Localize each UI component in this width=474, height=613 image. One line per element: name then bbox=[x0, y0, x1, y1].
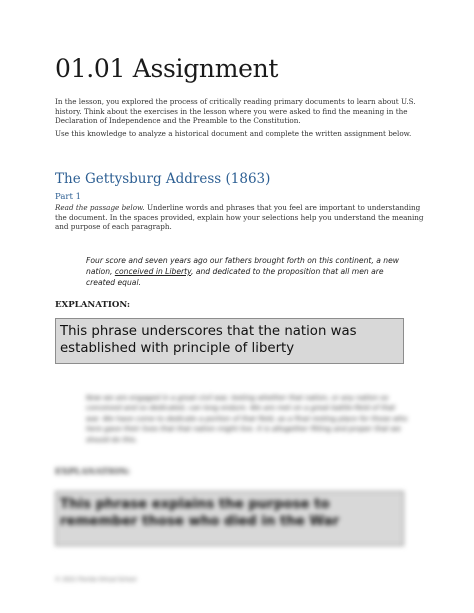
answer-box-2[interactable]: This phrase explains the purpose to remember those who died in the War bbox=[55, 491, 404, 546]
answer-box-1[interactable]: This phrase underscores that the nation was established with principle of liberty bbox=[55, 318, 404, 364]
explanation-label-2: EXPLANATION: bbox=[55, 467, 131, 477]
instructions-text: Underline words and phrases that you feel are important to understanding the document. In the spaces provided, explain how your selections help you understand the meaning and purpose of each paragraph. bbox=[55, 203, 424, 232]
section-heading: The Gettysburg Address (1863) bbox=[55, 171, 271, 187]
instructions-paragraph bbox=[55, 203, 425, 232]
quote-1-underlined: conceived in Liberty bbox=[114, 267, 192, 276]
quote-1-after: , and dedicated to the proposition that all men are created equal. bbox=[86, 267, 384, 287]
intro-paragraph-2: Use this knowledge to analyze a historical document and complete the written assignment below. bbox=[55, 129, 412, 138]
page-title: 01.01 Assignment bbox=[55, 54, 279, 83]
quote-paragraph-2: Now we are engaged in a great civil war, testing whether that nation, or any nation so conceived and so dedicated, can long endure. We are met on a great battle-field of that war. We have come to dedicate a portion of that field, as a final resting place for those who here gave their lives that that nation might live. It is altogether fitting and proper that we should do this. bbox=[86, 394, 408, 444]
footer-copyright: © 2021 Florida Virtual School bbox=[55, 577, 137, 583]
quote-paragraph-1 bbox=[86, 255, 406, 288]
explanation-label: EXPLANATION: bbox=[55, 300, 131, 310]
instructions-italic: Read the passage below. bbox=[55, 203, 145, 212]
quote-1-before: Four score and seven years ago our fathers brought forth on this continent, a new nation, bbox=[86, 256, 399, 276]
intro-paragraph-1: In the lesson, you explored the process of critically reading primary documents to learn about U.S. history. Think about the exercises in the lesson where you were asked to find the meaning in the Declaration of Independence and the Preamble to the Constitution. bbox=[55, 97, 416, 126]
part-label: Part 1 bbox=[55, 192, 81, 202]
